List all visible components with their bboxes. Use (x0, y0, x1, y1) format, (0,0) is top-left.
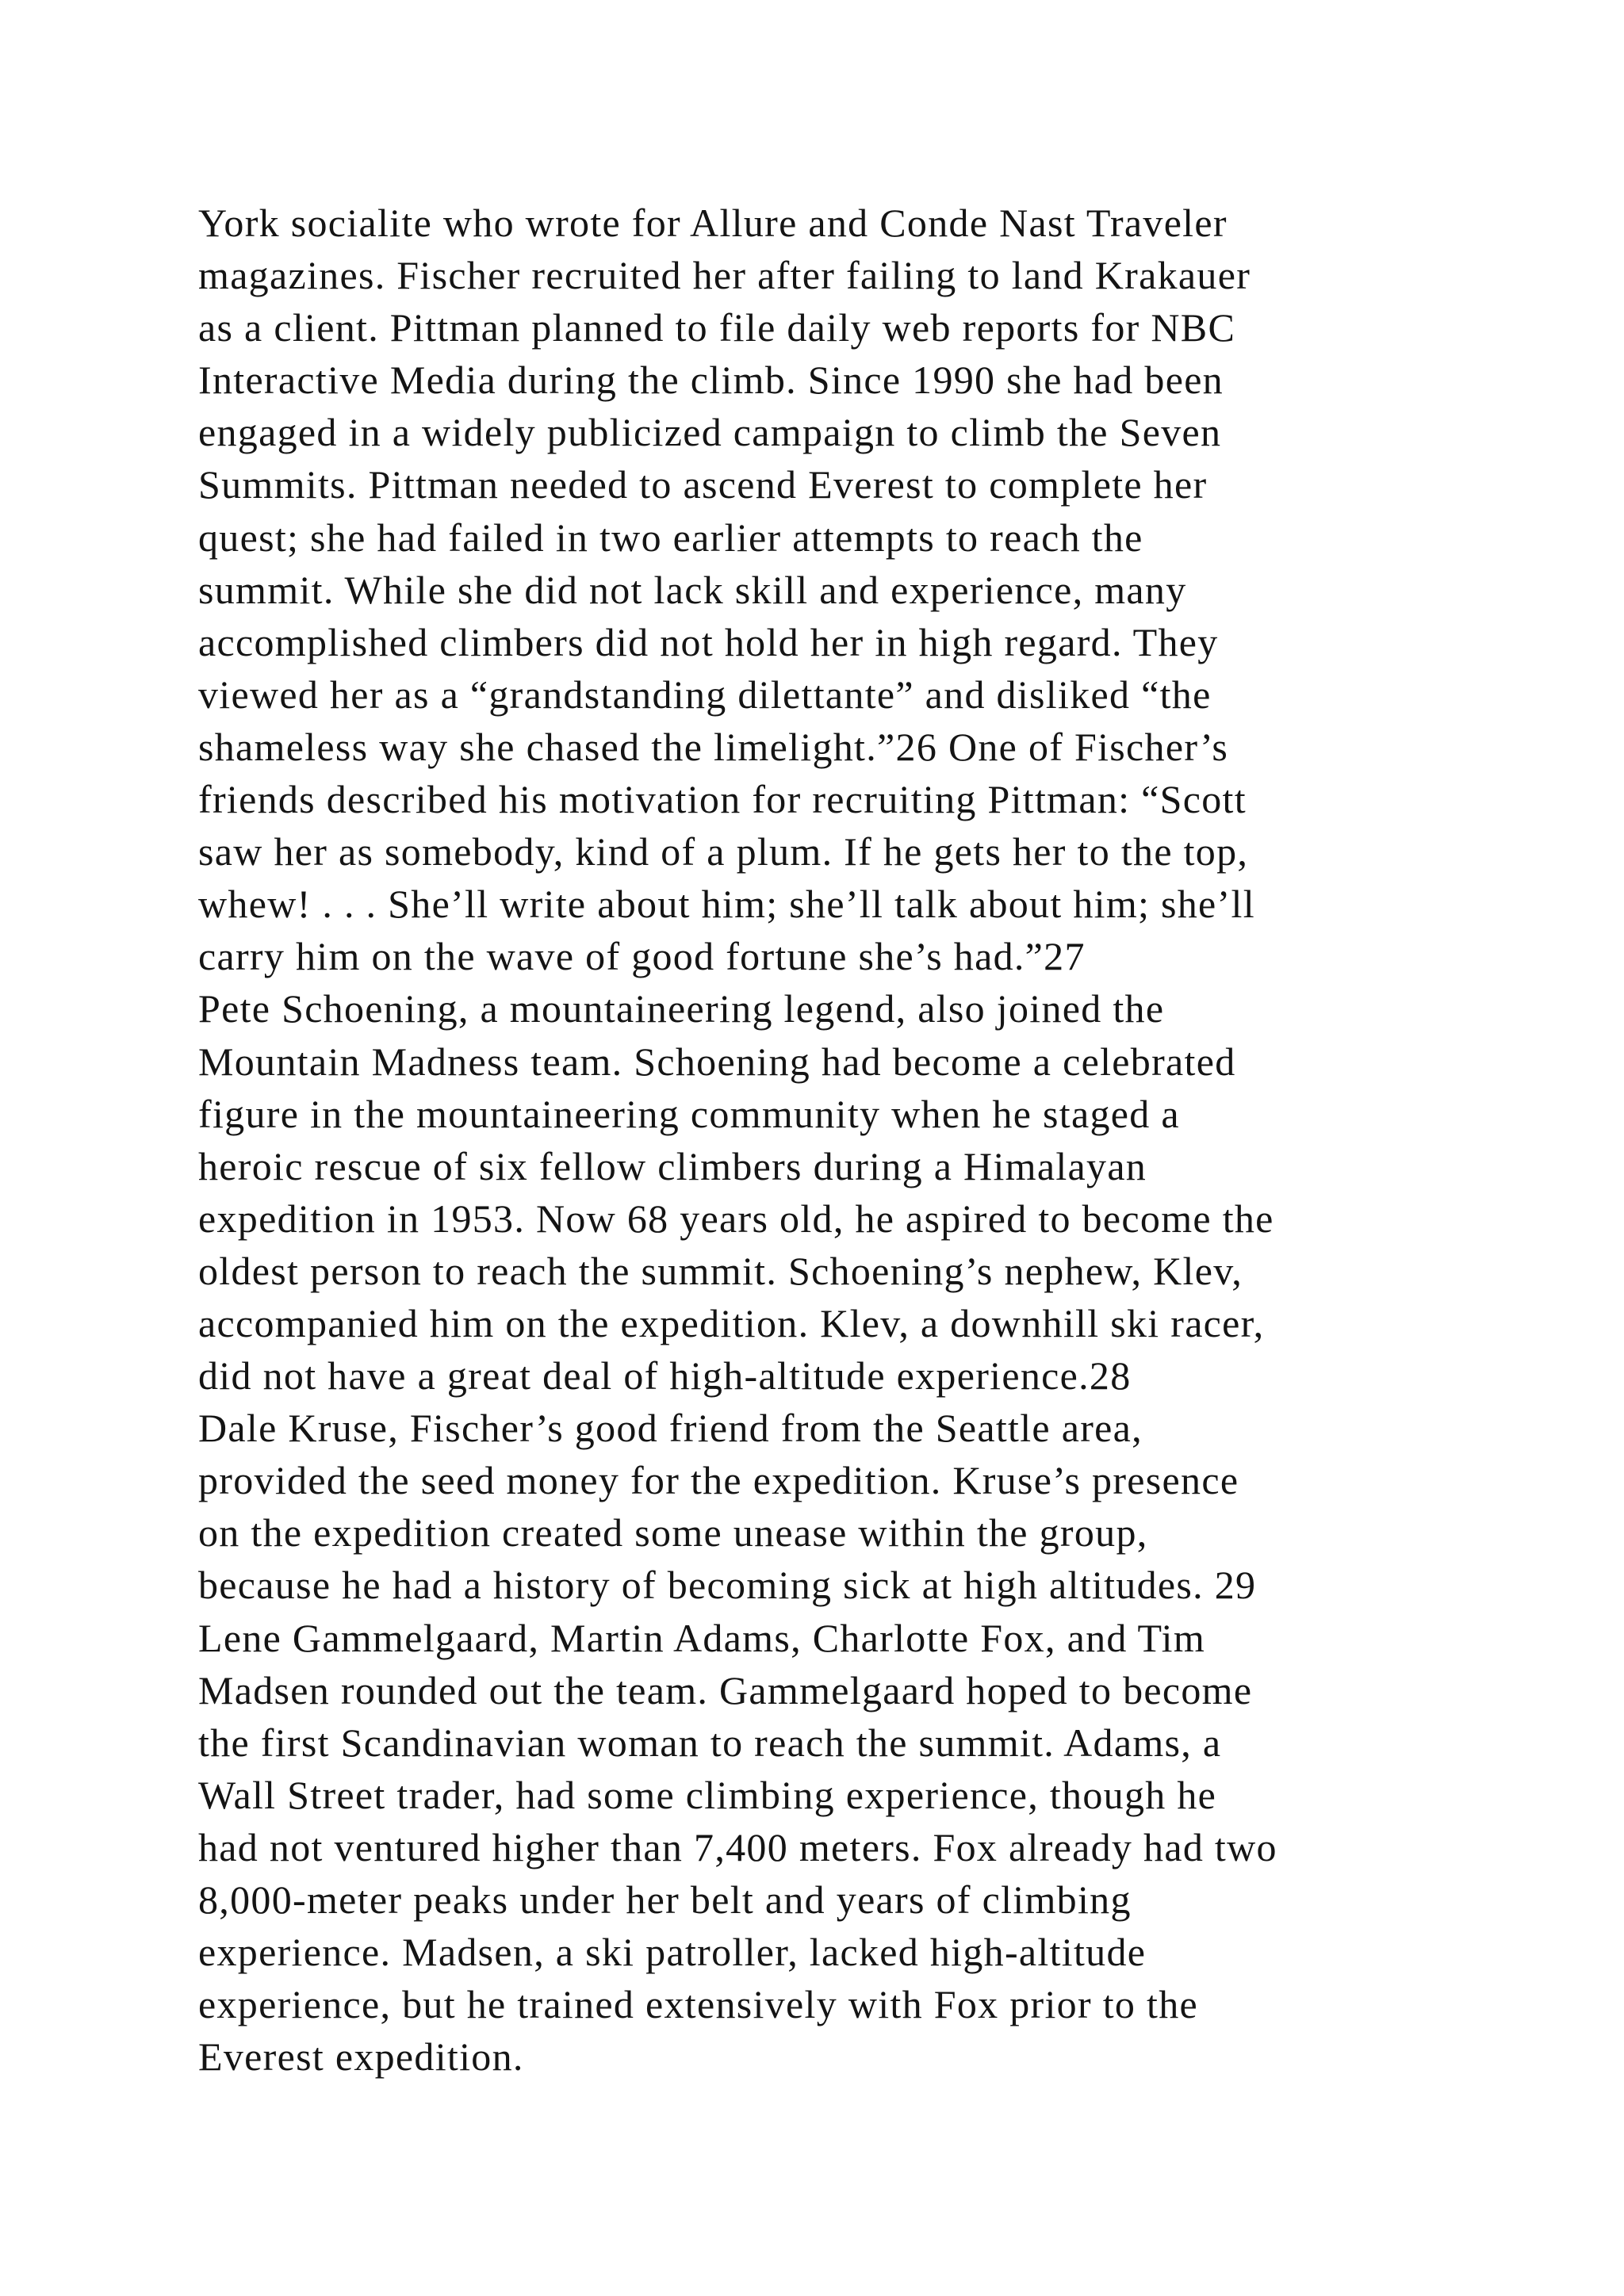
text-line: accomplished climbers did not hold her in high regard. They (198, 619, 1219, 664)
text-line: Mountain Madness team. Schoening had become a celebrated (198, 1039, 1236, 1084)
text-line: did not have a great deal of high-altitude experience.28 (198, 1353, 1132, 1399)
text-line: because he had a history of becoming sick at high altitudes. 29 (198, 1563, 1257, 1608)
text-line: magazines. Fischer recruited her after failing to land Krakauer (198, 253, 1251, 298)
text-line: as a client. Pittman planned to file daily web reports for NBC (198, 305, 1236, 350)
text-line: had not ventured higher than 7,400 meters. Fox already had two (198, 1824, 1277, 1869)
text-line: expedition in 1953. Now 68 years old, he aspired to become the (198, 1196, 1274, 1241)
text-line: shameless way she chased the limelight.”26 One of Fischer’s (198, 724, 1229, 769)
text-line: experience, but he trained extensively with Fox prior to the (198, 1982, 1198, 2027)
text-line: Pete Schoening, a mountaineering legend, also joined the (198, 986, 1165, 1031)
text-line: Wall Street trader, had some climbing experience, though he (198, 1772, 1217, 1817)
text-line: heroic rescue of six fellow climbers during a Himalayan (198, 1143, 1147, 1188)
text-line: figure in the mountaineering community when he staged a (198, 1091, 1180, 1136)
text-line: oldest person to reach the summit. Schoening’s nephew, Klev, (198, 1248, 1243, 1293)
text-line: Madsen rounded out the team. Gammelgaard hoped to become (198, 1667, 1253, 1712)
text-line: engaged in a widely publicized campaign to climb the Seven (198, 410, 1222, 455)
text-line: the first Scandinavian woman to reach the summit. Adams, a (198, 1720, 1222, 1765)
text-line: whew! . . . She’ll write about him; she’ll talk about him; she’ll (198, 882, 1255, 927)
text-line: saw her as somebody, kind of a plum. If he gets her to the top, (198, 829, 1249, 874)
text-line: York socialite who wrote for Allure and Conde Nast Traveler (198, 201, 1228, 245)
text-line: accompanied him on the expedition. Klev, a downhill ski racer, (198, 1300, 1265, 1345)
text-line: 8,000-meter peaks under her belt and years of climbing (198, 1877, 1132, 1922)
text-line: Everest expedition. (198, 2034, 524, 2080)
text-line: quest; she had failed in two earlier attempts to reach the (198, 515, 1143, 560)
text-line: summit. While she did not lack skill and experience, many (198, 567, 1187, 612)
text-line: on the expedition created some unease within the group, (198, 1510, 1148, 1556)
text-line: provided the seed money for the expedition. Kruse’s presence (198, 1458, 1239, 1503)
text-line: Summits. Pittman needed to ascend Everest to complete her (198, 462, 1208, 507)
text-line: carry him on the wave of good fortune she’s had.”27 (198, 934, 1086, 979)
text-line: experience. Madsen, a ski patroller, lacked high-altitude (198, 1930, 1147, 1975)
text-line: viewed her as a “grandstanding dilettante” and disliked “the (198, 672, 1212, 717)
text-line: Dale Kruse, Fischer’s good friend from the Seattle area, (198, 1406, 1143, 1451)
text-line: Interactive Media during the climb. Since 1990 she had been (198, 358, 1224, 403)
body-text (198, 197, 1515, 2083)
text-line: Lene Gammelgaard, Martin Adams, Charlotte Fox, and Tim (198, 1615, 1206, 1660)
text-line: friends described his motivation for recruiting Pittman: “Scott (198, 777, 1247, 822)
